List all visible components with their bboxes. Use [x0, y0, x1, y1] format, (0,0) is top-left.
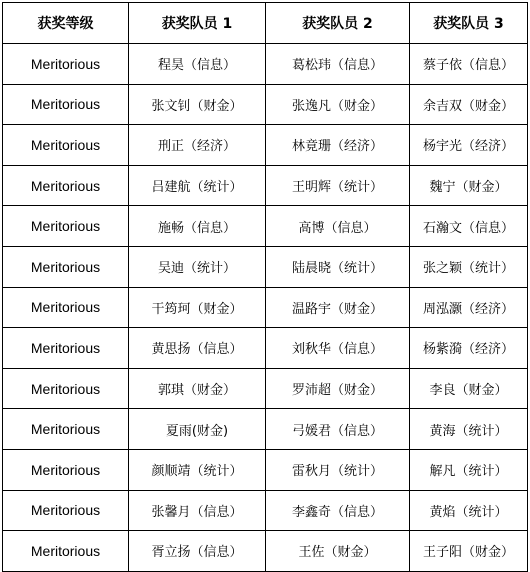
- member-3-cell: 杨紫漪（经济）: [410, 328, 528, 369]
- member-3-cell: 杨宇光（经济）: [410, 125, 528, 166]
- member-1-cell: 胥立扬（信息）: [129, 531, 266, 572]
- member-3-cell: 石瀚文（信息）: [410, 206, 528, 247]
- member-1-cell: 黄思扬（信息）: [129, 328, 266, 369]
- member-3-cell: 周泓灏（经济）: [410, 287, 528, 328]
- member-2-cell: 刘秋华（信息）: [266, 328, 410, 369]
- member-3-cell: 余吉双（财金）: [410, 84, 528, 125]
- member-1-cell: 吴迪（统计）: [129, 246, 266, 287]
- member-1-cell: 张馨月（信息）: [129, 490, 266, 531]
- member-1-cell: 干筠珂（财金）: [129, 287, 266, 328]
- member-3-cell: 李良（财金）: [410, 368, 528, 409]
- member-2-cell: 王明辉（统计）: [266, 165, 410, 206]
- award-level-cell: Meritorious: [3, 368, 129, 409]
- member-2-cell: 高博（信息）: [266, 206, 410, 247]
- awards-table: [2, 2, 528, 572]
- table-row: [3, 409, 528, 450]
- member-1-cell: 程昊（信息）: [129, 44, 266, 85]
- award-level-cell: Meritorious: [3, 44, 129, 85]
- award-level-cell: Meritorious: [3, 125, 129, 166]
- award-level-cell: Meritorious: [3, 246, 129, 287]
- member-3-cell: 黄焰（统计）: [410, 490, 528, 531]
- member-2-cell: 林竟珊（经济）: [266, 125, 410, 166]
- header-row: [3, 3, 528, 44]
- member-1-cell: 吕建航（统计）: [129, 165, 266, 206]
- member-2-cell: 葛松玮（信息）: [266, 44, 410, 85]
- member-2-cell: 李鑫奇（信息）: [266, 490, 410, 531]
- table-row: [3, 246, 528, 287]
- member-2-cell: 温路宇（财金）: [266, 287, 410, 328]
- award-level-cell: Meritorious: [3, 531, 129, 572]
- table-row: [3, 44, 528, 85]
- table-row: [3, 531, 528, 572]
- table-header: [3, 3, 528, 44]
- table-row: [3, 206, 528, 247]
- table-row: [3, 125, 528, 166]
- header-member-2: 获奖队员 2: [266, 3, 410, 44]
- award-level-cell: Meritorious: [3, 490, 129, 531]
- table-row: [3, 368, 528, 409]
- member-1-cell: 张文钊（财金）: [129, 84, 266, 125]
- member-1-cell: 郭琪（财金）: [129, 368, 266, 409]
- member-3-cell: 蔡子依（信息）: [410, 44, 528, 85]
- table-row: [3, 165, 528, 206]
- header-member-3: 获奖队员 3: [410, 3, 528, 44]
- table-row: [3, 490, 528, 531]
- member-2-cell: 陆晨晓（统计）: [266, 246, 410, 287]
- award-level-cell: Meritorious: [3, 328, 129, 369]
- award-level-cell: Meritorious: [3, 449, 129, 490]
- member-3-cell: 张之颖（统计）: [410, 246, 528, 287]
- member-1-cell: 夏雨(财金): [129, 409, 266, 450]
- member-3-cell: 解凡（统计）: [410, 449, 528, 490]
- member-3-cell: 魏宁（财金）: [410, 165, 528, 206]
- header-member-1: 获奖队员 1: [129, 3, 266, 44]
- member-3-cell: 黄海（统计）: [410, 409, 528, 450]
- award-level-cell: Meritorious: [3, 165, 129, 206]
- member-2-cell: 雷秋月（统计）: [266, 449, 410, 490]
- member-2-cell: 弓媛君（信息）: [266, 409, 410, 450]
- table-body: [3, 44, 528, 572]
- member-2-cell: 王佐（财金）: [266, 531, 410, 572]
- table-row: [3, 328, 528, 369]
- member-1-cell: 刑正（经济）: [129, 125, 266, 166]
- award-level-cell: Meritorious: [3, 409, 129, 450]
- table-row: [3, 84, 528, 125]
- award-level-cell: Meritorious: [3, 206, 129, 247]
- table-row: [3, 287, 528, 328]
- member-3-cell: 王子阳（财金）: [410, 531, 528, 572]
- member-1-cell: 颜顺靖（统计）: [129, 449, 266, 490]
- member-1-cell: 施畅（信息）: [129, 206, 266, 247]
- header-award-level: 获奖等级: [3, 3, 129, 44]
- table-row: [3, 449, 528, 490]
- member-2-cell: 罗沛超（财金）: [266, 368, 410, 409]
- award-level-cell: Meritorious: [3, 84, 129, 125]
- member-2-cell: 张逸凡（财金）: [266, 84, 410, 125]
- award-level-cell: Meritorious: [3, 287, 129, 328]
